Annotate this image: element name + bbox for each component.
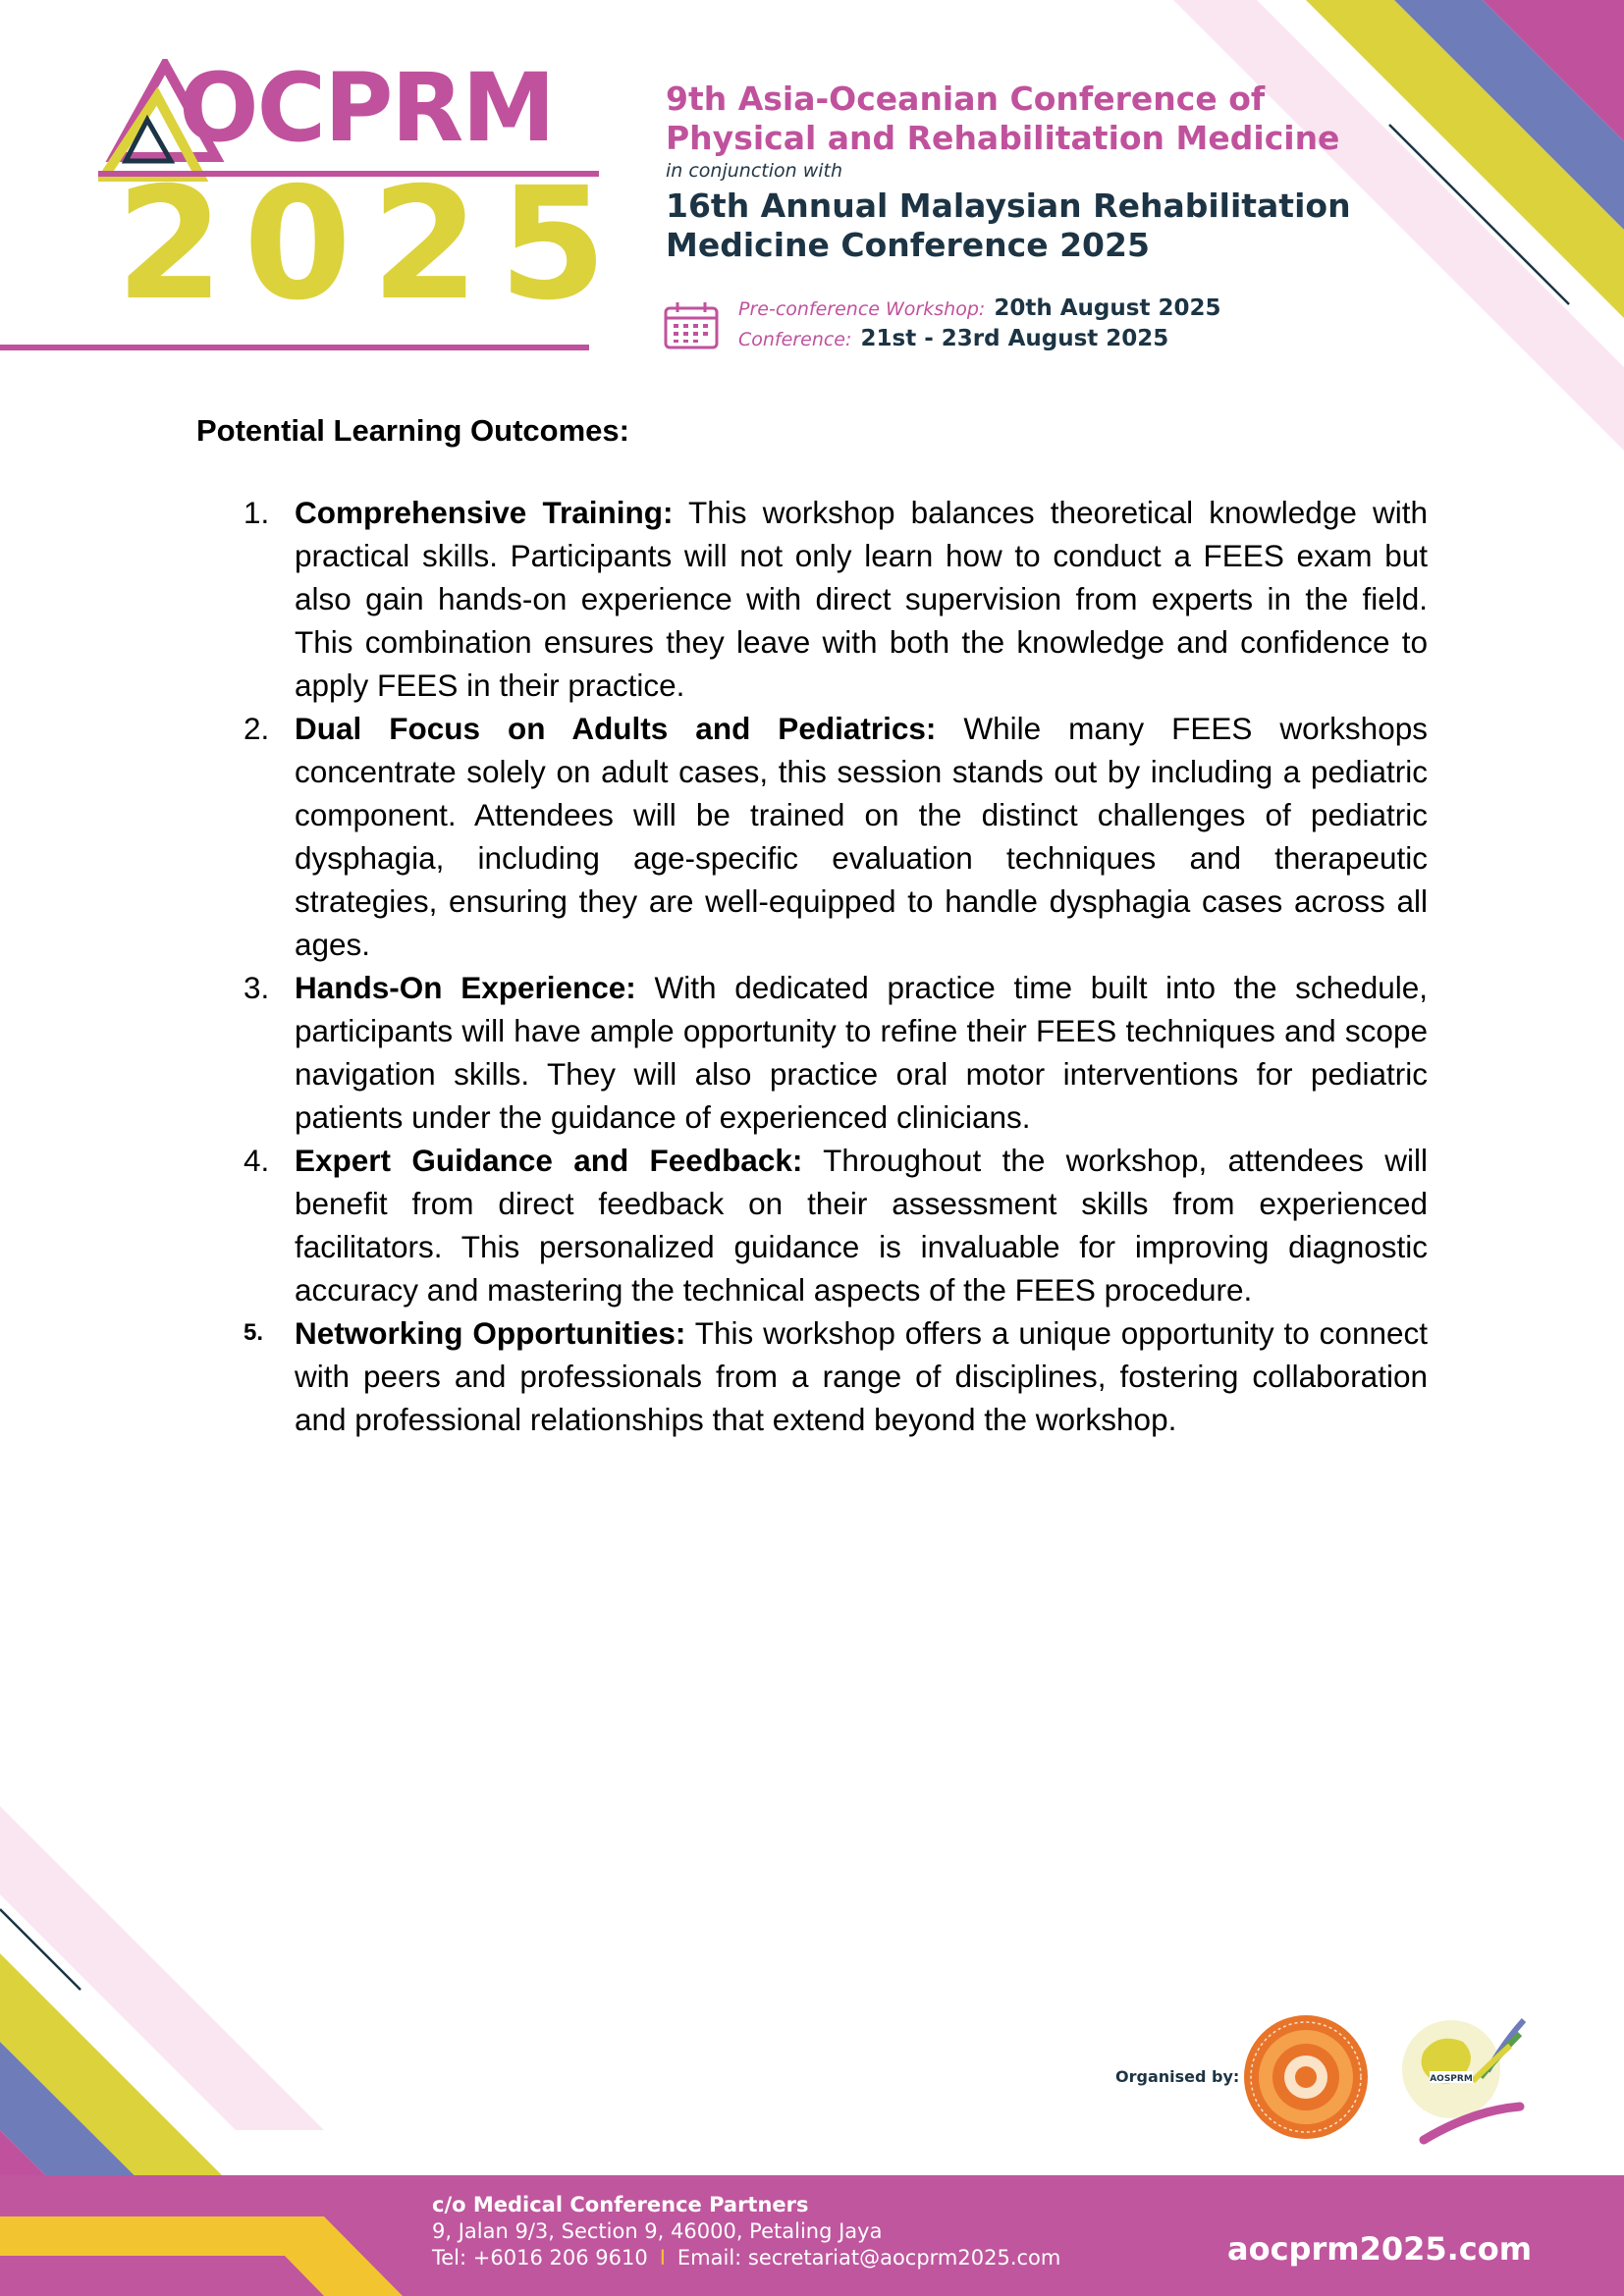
conference-dates: 21st - 23rd August 2025 [860, 326, 1169, 351]
outcome-text: This workshop offers a unique opportunity to connect with peers and professionals from a range of disciplines, fostering collaboration and professional relationships that extend beyond the workshop. [295, 1315, 1429, 1437]
footer-separator: I [659, 2246, 666, 2269]
outcome-text: This workshop balances theoretical knowledge with practical skills. Participants will not only learn how to conduct a FEES exam but also gain hands-on experience with direct supervision from experts in the field. This combination ensures they leave with both the knowledge and confidence to apply FEES in their practice. [295, 495, 1429, 703]
conference-title-line4: Medicine Conference 2025 [666, 226, 1150, 264]
section-heading: Potential Learning Outcomes: [196, 413, 629, 448]
outcome-text: Throughout the workshop, attendees will benefit from direct feedback on their assessment skills from experienced facilitators. This personalized guidance is invaluable for improving diagnostic accuracy and mastering the technical aspects of the FEES procedure. [295, 1143, 1428, 1308]
outcome-text: With dedicated practice time built into the schedule, participants will have ample opportunity to refine their FEES techniques and scope navigation skills. They will also practice oral motor interventions for pediatric patients under the guidance of experienced clinicians. [295, 970, 1428, 1135]
pre-conference-label: Pre-conference Workshop: [738, 298, 986, 320]
outcome-title: Hands-On Experience: [295, 970, 636, 1005]
outcome-number: 2. [244, 711, 270, 746]
outcome-number: 4. [244, 1143, 270, 1178]
conference-title-line1: 9th Asia-Oceanian Conference of [666, 80, 1266, 118]
logo-year-digit: 2 [116, 154, 224, 335]
conference-title-line2: Physical and Rehabilitation Medicine [666, 119, 1340, 157]
logo-year-digit: 5 [499, 154, 607, 335]
outcome-title: Dual Focus on Adults and Pediatrics: [295, 711, 937, 746]
organised-by-label: Organised by: [1115, 2067, 1240, 2086]
footer-contact [432, 2245, 1060, 2271]
footer-website-link[interactable]: aocprm2025.com [1227, 2230, 1533, 2268]
outcome-title: Expert Guidance and Feedback: [295, 1143, 803, 1178]
conference-title-line3: 16th Annual Malaysian Rehabilitation [666, 187, 1351, 225]
outcome-number: 3. [244, 970, 270, 1005]
footer-tel: Tel: +6016 206 9610 [432, 2246, 648, 2269]
logo-wordmark: OCPRM [179, 53, 554, 163]
footer-organisation: c/o Medical Conference Partners [432, 2193, 809, 2216]
logo-year-digit: 0 [244, 154, 352, 335]
logo-year-digit: 2 [371, 154, 479, 335]
outcome-title: Networking Opportunities: [295, 1315, 686, 1351]
pre-conference-date: 20th August 2025 [994, 295, 1221, 321]
footer-address-block [432, 2192, 1060, 2271]
outcome-title: Comprehensive Training: [295, 495, 674, 530]
outcome-number: 1. [244, 495, 270, 530]
outcome-text: While many FEES workshops concentrate solely on adult cases, this session stands out by including a pediatric component. Attendees will be trained on the distinct challenges of pediatric dysphagia, including age-specific evaluation techniques and therapeutic strategies, ensuring they are well-equipped to handle dysphagia cases across all ages. [295, 711, 1428, 962]
conjunction-text: in conjunction with [666, 160, 843, 182]
footer-email[interactable]: Email: secretariat@aocprm2025.com [677, 2246, 1061, 2269]
svg-text:AOSPRM: AOSPRM [1430, 2074, 1473, 2084]
outcome-number: 5. [244, 1319, 264, 1346]
conference-label: Conference: [738, 329, 852, 350]
footer-address: 9, Jalan 9/3, Section 9, 46000, Petaling Jaya [432, 2219, 883, 2243]
